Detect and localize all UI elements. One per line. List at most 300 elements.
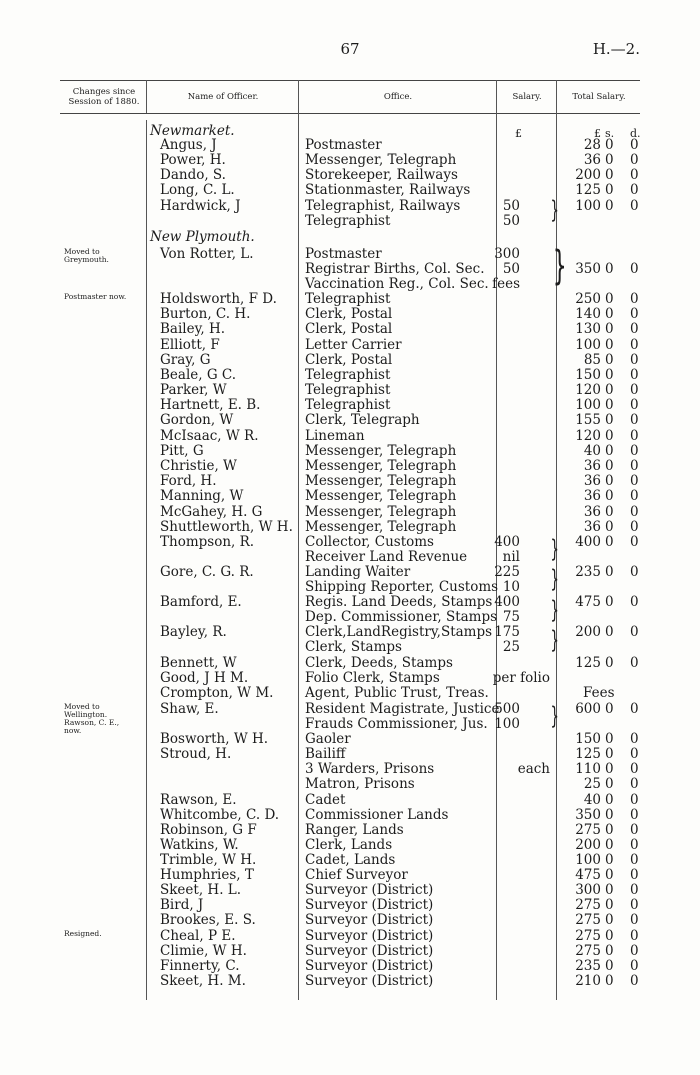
officer-name: Beale, G C. [160,367,237,383]
total-shillings: 0 [605,761,614,777]
office-title: Receiver Land Revenue [305,549,468,565]
office-title: Clerk, Postal [305,352,393,368]
table-row [0,897,700,913]
total-pounds: 125 [575,746,601,762]
office-title: Chief Surveyor [305,867,408,883]
office-title: Telegraphist [305,291,391,307]
salary-currency: £ [515,127,522,140]
total-pence: 0 [630,473,639,489]
total-pounds: 125 [575,182,601,198]
total-pounds: 200 [575,624,601,640]
total-pounds: 28 [583,137,601,153]
total-pounds: 235 [575,958,601,974]
office-title: Matron, Prisons [305,776,415,792]
office-title: Landing Waiter [305,564,411,580]
officer-name: Stroud, H. [160,746,232,762]
office-title: Storekeeper, Railways [305,167,458,183]
total-pence: 0 [630,912,639,928]
total-pounds: 120 [575,382,601,398]
table-row [0,352,700,368]
office-title: Clerk, Postal [305,321,393,337]
total-pounds: 475 [575,867,601,883]
total-pence: 0 [630,943,639,959]
table-row [0,761,700,777]
office-title: Frauds Commissioner, Jus. [305,716,488,732]
office-title: Gaoler [305,731,351,747]
office-title: Clerk, Postal [305,306,393,322]
total-pounds: 130 [575,321,601,337]
total-pence: 0 [630,822,639,838]
table-row [0,564,700,580]
table-row [0,276,700,292]
office-title: Registrar Births, Col. Sec. [305,261,485,277]
salary-amount: per folio [492,670,550,686]
table-row [0,321,700,337]
total-shillings: 0 [605,867,614,883]
total-pence: 0 [630,519,639,535]
officer-name: Burton, C. H. [160,306,251,322]
office-title: Postmaster [305,246,382,262]
total-pounds: 40 [583,443,601,459]
office-title: Clerk, Telegraph [305,412,420,428]
column-header-name: Name of Officer. [187,92,259,102]
total-shillings: 0 [605,912,614,928]
column-header-salary: Salary. [512,92,542,102]
officer-name: Gordon, W [160,412,234,428]
total-pence: 0 [630,182,639,198]
salary-brace: } [550,565,559,593]
officer-name: Whitcombe, C. D. [160,807,280,823]
total-fees: Fees [583,685,615,701]
town-heading-row [0,229,700,245]
table-row [0,852,700,868]
total-shillings: 0 [605,958,614,974]
total-shillings: 0 [605,534,614,550]
total-pounds: 400 [575,534,601,550]
table-row [0,382,700,398]
total-pence: 0 [630,655,639,671]
salary-amount: 10 [502,579,520,595]
office-title: Collector, Customs [305,534,434,550]
officer-name: Shuttleworth, W H. [160,519,293,535]
table-row [0,534,700,550]
total-shillings: 0 [605,746,614,762]
total-pounds: 40 [583,792,601,808]
total-pounds: 275 [575,912,601,928]
column-header-office: Office. [383,92,413,102]
officer-name: Skeet, H. M. [160,973,246,989]
table-row [0,655,700,671]
total-shillings: 0 [605,519,614,535]
salary-amount: 50 [502,213,520,229]
officer-name: Christie, W [160,458,237,474]
salary-amount: 400 [494,594,520,610]
pence-label: d. [630,127,641,140]
total-shillings: 0 [605,897,614,913]
changes-note: Moved to Wellington. Rawson, C. E., now. [64,702,120,735]
office-title: Stationmaster, Railways [305,182,471,198]
table-row [0,246,700,262]
total-shillings: 0 [605,321,614,337]
total-pence: 0 [630,352,639,368]
total-pounds: 275 [575,897,601,913]
office-title: Vaccination Reg., Col. Sec. [305,276,489,292]
officer-name: Finnerty, C. [160,958,240,974]
total-pounds: 350 [575,261,601,277]
office-title: Telegraphist [305,382,391,398]
office-title: 3 Warders, Prisons [305,761,435,777]
table-row [0,716,700,732]
officer-name: Hartnett, E. B. [160,397,261,413]
total-pounds: 36 [583,458,601,474]
town-heading: New Plymouth. [150,229,255,245]
office-title: Surveyor (District) [305,912,434,928]
table-row [0,958,700,974]
total-pence: 0 [630,306,639,322]
salary-brace: } [550,626,559,654]
officer-name: Bosworth, W H. [160,731,269,747]
officer-name: Ford, H. [160,473,217,489]
table-row [0,837,700,853]
total-pounds: 36 [583,152,601,168]
officer-name: Bayley, R. [160,624,227,640]
total-shillings: 0 [605,504,614,520]
office-title: Letter Carrier [305,337,402,353]
total-shillings: 0 [605,443,614,459]
office-title: Clerk, Stamps [305,639,402,655]
total-shillings: 0 [605,731,614,747]
office-title: Messenger, Telegraph [305,504,457,520]
officer-name: Bamford, E. [160,594,242,610]
office-title: Telegraphist, Railways [305,198,461,214]
office-title: Surveyor (District) [305,897,434,913]
officer-name: Bailey, H. [160,321,226,337]
changes-note: Resigned. [64,929,102,938]
total-pence: 0 [630,137,639,153]
office-title: Lineman [305,428,365,444]
total-pence: 0 [630,594,639,610]
total-shillings: 0 [605,412,614,428]
total-pounds: 235 [575,564,601,580]
officer-name: Watkins, W. [160,837,239,853]
officer-name: Gray, G [160,352,211,368]
table-row [0,167,700,183]
office-title: Surveyor (District) [305,958,434,974]
salary-brace: } [550,596,559,624]
total-shillings: 0 [605,198,614,214]
salary-amount: fees [492,276,520,292]
total-pounds: 155 [575,412,601,428]
total-shillings: 0 [605,973,614,989]
total-pence: 0 [630,412,639,428]
total-shillings: 0 [605,837,614,853]
office-title: Messenger, Telegraph [305,458,457,474]
officer-name: Rawson, E. [160,792,237,808]
office-title: Agent, Public Trust, Treas. [305,685,489,701]
pounds-currency: £ [594,127,601,140]
salary-amount: 175 [494,624,520,640]
total-pounds: 100 [575,397,601,413]
total-shillings: 0 [605,655,614,671]
total-shillings: 0 [605,822,614,838]
officer-name: Good, J H M. [160,670,249,686]
office-title: Clerk,LandRegistry,Stamps [305,624,493,640]
officer-name: Manning, W [160,488,244,504]
table-row [0,807,700,823]
officer-name: Hardwick, J [160,198,241,214]
total-pence: 0 [630,167,639,183]
office-title: Clerk, Lands [305,837,393,853]
office-title: Messenger, Telegraph [305,473,457,489]
total-shillings: 0 [605,624,614,640]
table-row [0,488,700,504]
table-row [0,670,700,686]
officer-name: Shaw, E. [160,701,219,717]
total-pounds: 350 [575,807,601,823]
total-shillings: 0 [605,776,614,792]
header-top-rule [60,80,640,81]
total-pence: 0 [630,152,639,168]
office-title: Clerk, Deeds, Stamps [305,655,453,671]
total-pence: 0 [630,367,639,383]
table-row [0,337,700,353]
office-title: Messenger, Telegraph [305,488,457,504]
table-row [0,776,700,792]
table-row [0,412,700,428]
total-shillings: 0 [605,928,614,944]
total-pounds: 36 [583,473,601,489]
officer-name: Thompson, R. [160,534,255,550]
total-pence: 0 [630,488,639,504]
officer-name: Holdsworth, F D. [160,291,277,307]
table-row [0,731,700,747]
total-pounds: 125 [575,655,601,671]
salary-amount: 225 [494,564,520,580]
office-title: Bailiff [305,746,346,762]
officer-name: Bird, J [160,897,204,913]
salary-brace: } [550,702,559,730]
table-row [0,137,700,153]
changes-note: Postmaster now. [64,292,127,301]
total-pence: 0 [630,958,639,974]
total-pence: 0 [630,564,639,580]
total-shillings: 0 [605,137,614,153]
total-pence: 0 [630,261,639,277]
total-pence: 0 [630,897,639,913]
total-pounds: 100 [575,337,601,353]
total-pence: 0 [630,337,639,353]
total-shillings: 0 [605,167,614,183]
office-title: Resident Magistrate, Justice [305,701,500,717]
officer-name: Bennett, W [160,655,237,671]
total-pounds: 150 [575,731,601,747]
table-row [0,792,700,808]
header-bottom-rule [60,113,640,114]
total-pence: 0 [630,746,639,762]
table-row [0,428,700,444]
office-title: Cadet [305,792,346,808]
total-pounds: 250 [575,291,601,307]
salary-amount: nil [502,549,520,565]
officer-name: Cheal, P E. [160,928,236,944]
shillings-label: s. [605,127,615,140]
total-pence: 0 [630,198,639,214]
total-pence: 0 [630,973,639,989]
table-row [0,367,700,383]
total-shillings: 0 [605,792,614,808]
office-title: Dep. Commissioner, Stamps [305,609,498,625]
table-row [0,458,700,474]
officer-name: Crompton, W M. [160,685,274,701]
total-shillings: 0 [605,337,614,353]
total-shillings: 0 [605,594,614,610]
officer-name: McIsaac, W R. [160,428,259,444]
office-title: Postmaster [305,137,382,153]
total-shillings: 0 [605,488,614,504]
office-title: Surveyor (District) [305,943,434,959]
total-pounds: 275 [575,822,601,838]
office-title: Surveyor (District) [305,973,434,989]
table-row [0,182,700,198]
salary-amount: 400 [494,534,520,550]
column-divider [146,80,147,113]
table-row [0,882,700,898]
officer-name: Skeet, H. L. [160,882,242,898]
salary-amount: 25 [502,639,520,655]
total-pence: 0 [630,701,639,717]
total-pounds: 36 [583,519,601,535]
total-pence: 0 [630,504,639,520]
table-row [0,306,700,322]
total-pence: 0 [630,321,639,337]
total-shillings: 0 [605,882,614,898]
total-shillings: 0 [605,564,614,580]
total-pounds: 100 [575,198,601,214]
officer-name: Pitt, G [160,443,204,459]
salary-amount: 500 [494,701,520,717]
salary-brace: } [550,196,559,224]
table-row [0,609,700,625]
table-row [0,443,700,459]
total-pounds: 110 [575,761,601,777]
table-row [0,519,700,535]
total-pence: 0 [630,382,639,398]
office-title: Folio Clerk, Stamps [305,670,440,686]
salary-amount: 300 [494,246,520,262]
total-pence: 0 [630,776,639,792]
town-heading: Newmarket. [150,123,235,139]
table-row [0,579,700,595]
total-pounds: 140 [575,306,601,322]
total-pence: 0 [630,761,639,777]
total-pence: 0 [630,852,639,868]
officer-name: Parker, W [160,382,227,398]
total-pounds: 100 [575,852,601,868]
total-pence: 0 [630,291,639,307]
table-row [0,473,700,489]
table-row [0,928,700,944]
office-title: Cadet, Lands [305,852,396,868]
total-shillings: 0 [605,291,614,307]
table-row [0,549,700,565]
total-shillings: 0 [605,473,614,489]
total-pence: 0 [630,882,639,898]
officer-name: Dando, S. [160,167,226,183]
table-row [0,912,700,928]
table-row [0,504,700,520]
table-row [0,213,700,229]
office-title: Messenger, Telegraph [305,443,457,459]
office-title: Regis. Land Deeds, Stamps [305,594,493,610]
office-title: Commissioner Lands [305,807,449,823]
total-pounds: 200 [575,837,601,853]
table-row [0,685,700,701]
officer-name: Von Rotter, L. [160,246,254,262]
total-pounds: 36 [583,504,601,520]
salary-brace: } [550,535,559,563]
office-title: Surveyor (District) [305,882,434,898]
officer-name: Trimble, W H. [160,852,257,868]
office-title: Telegraphist [305,397,391,413]
total-shillings: 0 [605,807,614,823]
office-title: Telegraphist [305,213,391,229]
table-row [0,867,700,883]
column-header-changes: Changes since Session of 1880. [68,87,140,107]
office-title: Messenger, Telegraph [305,152,457,168]
table-row [0,822,700,838]
officer-name: Long, C. L. [160,182,235,198]
table-row [0,594,700,610]
total-pence: 0 [630,534,639,550]
office-title: Shipping Reporter, Customs [305,579,499,595]
total-pence: 0 [630,443,639,459]
salary-brace: } [552,243,567,289]
salary-amount: 50 [502,261,520,277]
table-row [0,397,700,413]
officer-name: Climie, W H. [160,943,247,959]
total-shillings: 0 [605,261,614,277]
total-pounds: 600 [575,701,601,717]
total-pence: 0 [630,624,639,640]
salary-amount: each [517,761,550,777]
table-row [0,198,700,214]
total-pounds: 300 [575,882,601,898]
total-pounds: 120 [575,428,601,444]
table-row [0,943,700,959]
total-pence: 0 [630,928,639,944]
column-header-total: Total Salary. [572,92,626,102]
salary-amount: 75 [502,609,520,625]
total-pounds: 275 [575,943,601,959]
salary-amount: 50 [502,198,520,214]
office-title: Messenger, Telegraph [305,519,457,535]
total-pence: 0 [630,428,639,444]
total-shillings: 0 [605,943,614,959]
officer-name: Angus, J [160,137,217,153]
total-pounds: 150 [575,367,601,383]
officer-name: Gore, C. G. R. [160,564,254,580]
page-number: 67 [340,40,360,58]
page-reference: H.—2. [592,40,640,58]
total-pounds: 210 [575,973,601,989]
total-pounds: 25 [583,776,601,792]
total-shillings: 0 [605,367,614,383]
total-shillings: 0 [605,397,614,413]
officer-name: McGahey, H. G [160,504,263,520]
total-shillings: 0 [605,382,614,398]
table-row [0,746,700,762]
salary-amount: 100 [494,716,520,732]
